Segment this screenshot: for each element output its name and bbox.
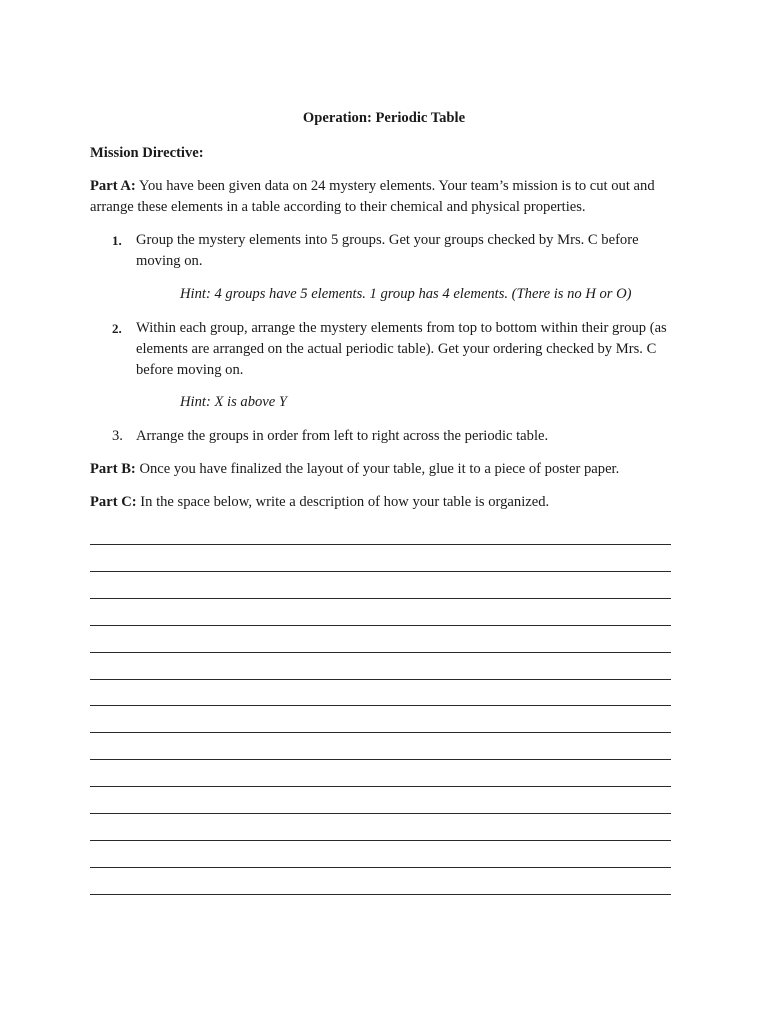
- step-2-hint: Hint: X is above Y: [180, 394, 288, 410]
- part-a-label: Part A:: [90, 178, 136, 194]
- page-title: Operation: Periodic Table: [302, 110, 466, 126]
- step-1-hint: Hint: 4 groups have 5 elements. 1 group has 4 elements. (There is no H or O): [180, 286, 632, 302]
- part-b-label: Part B:: [90, 461, 136, 477]
- step-2: [112, 318, 672, 381]
- step-3: [112, 426, 672, 447]
- part-a-text: You have been given data on 24 mystery elements. Your team’s mission is to cut out and arrange these elements in a table according to their chemical and physical properties.: [90, 178, 655, 215]
- answer-line: [90, 894, 671, 895]
- step-3-text: Arrange the groups in order from left to right across the periodic table.: [136, 428, 549, 444]
- answer-line: [90, 625, 671, 626]
- part-c-label: Part C:: [90, 494, 137, 510]
- step-3-number: 3.: [112, 428, 123, 444]
- answer-line: [90, 732, 671, 733]
- step-2-number: 2.: [112, 321, 122, 336]
- answer-line: [90, 840, 671, 841]
- part-b-text: Once you have finalized the layout of your table, glue it to a piece of poster paper.: [135, 461, 620, 477]
- step-1-number: 1.: [112, 233, 122, 248]
- answer-line: [90, 867, 671, 868]
- answer-line: [90, 544, 671, 545]
- answer-line: [90, 598, 671, 599]
- answer-line: [90, 786, 671, 787]
- answer-line: [90, 705, 671, 706]
- step-2-text: Within each group, arrange the mystery elements from top to bottom within their group (as elements are arranged on the actual periodic table). Get your ordering checked by Mrs. C before moving on.: [136, 320, 667, 378]
- answer-line: [90, 759, 671, 760]
- step-1: [112, 230, 672, 272]
- step-1-text: Group the mystery elements into 5 groups. Get your groups checked by Mrs. C before moving on.: [136, 232, 639, 269]
- part-b-paragraph: [90, 459, 670, 480]
- part-c-paragraph: [90, 492, 670, 513]
- answer-line: [90, 813, 671, 814]
- mission-heading: Mission Directive:: [90, 145, 204, 161]
- answer-line: [90, 571, 671, 572]
- part-c-text: In the space below, write a description of how your table is organized.: [136, 494, 550, 510]
- answer-line: [90, 652, 671, 653]
- part-a-paragraph: [90, 176, 670, 218]
- answer-line: [90, 679, 671, 680]
